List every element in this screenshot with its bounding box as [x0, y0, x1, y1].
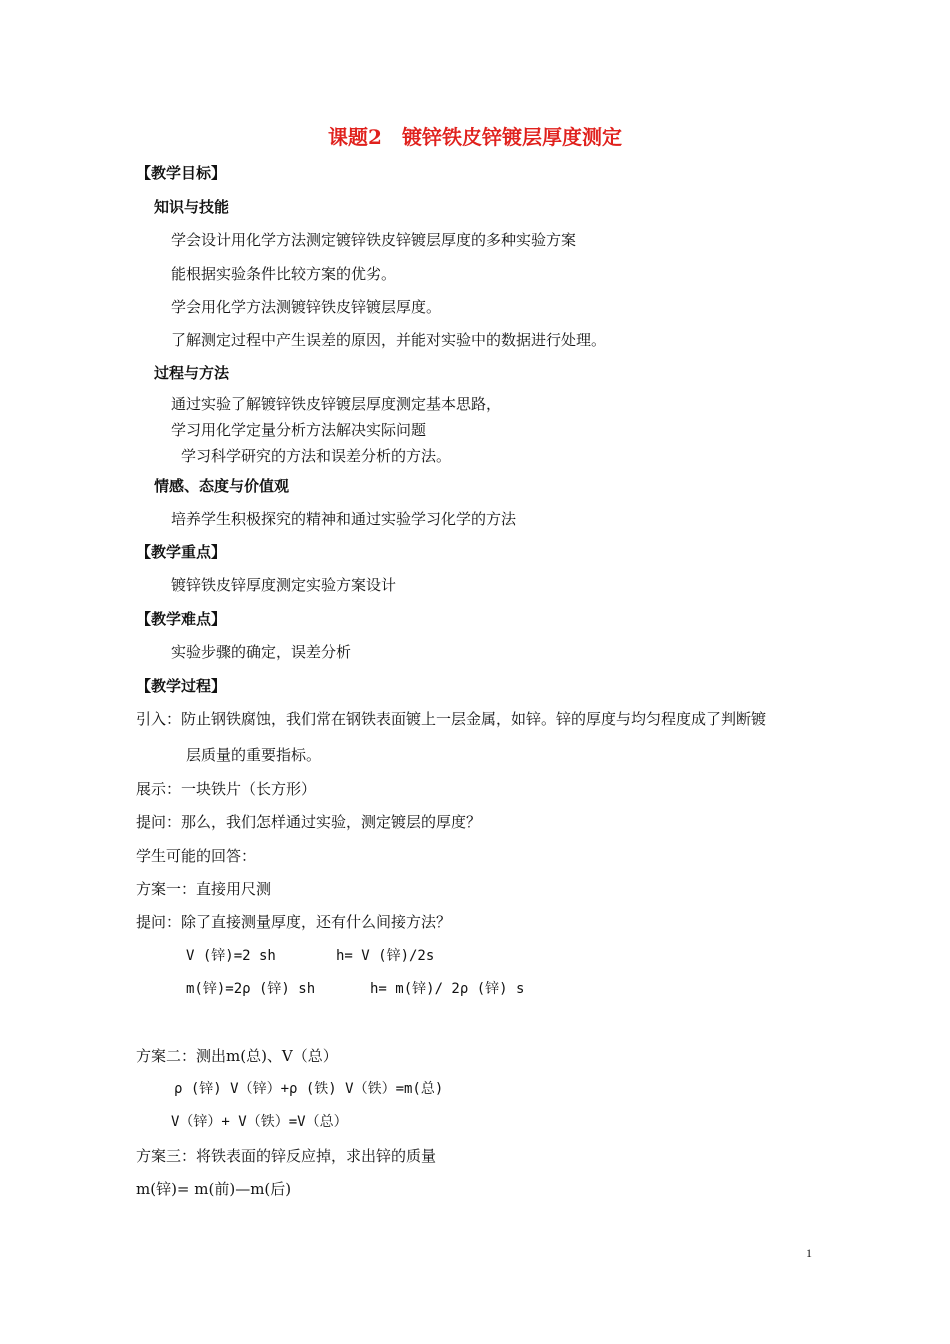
- knowledge-heading: 知识与技能: [154, 198, 230, 216]
- show-line: 展示：一块铁片（长方形）: [136, 780, 317, 798]
- formula: m(锌)=2ρ (锌) sh: [186, 981, 316, 997]
- intro-line: 引入：防止钢铁腐蚀，我们常在钢铁表面镀上一层金属，如锌。锌的厚度与均匀程度成了判断镀: [136, 710, 767, 728]
- plan-one: 方案一：直接用尺测: [136, 880, 272, 898]
- key-points-text: 镀锌铁皮锌厚度测定实验方案设计: [171, 576, 397, 594]
- knowledge-item: 了解测定过程中产生误差的原因，并能对实验中的数据进行处理。: [171, 331, 607, 349]
- procedure-heading: 【教学过程】: [136, 677, 227, 695]
- difficulties-heading: 【教学难点】: [136, 610, 227, 628]
- page-number: 1: [806, 1246, 812, 1260]
- formula: V（锌）+ V（铁）=V（总）: [171, 1114, 348, 1130]
- difficulties-text: 实验步骤的确定，误差分析: [171, 643, 352, 661]
- emotion-item: 培养学生积极探究的精神和通过实验学习化学的方法: [171, 510, 517, 528]
- question-line: 提问：那么，我们怎样通过实验，测定镀层的厚度？: [136, 813, 482, 831]
- plan-three: 方案三：将铁表面的锌反应掉，求出锌的质量: [136, 1147, 437, 1165]
- knowledge-item: 能根据实验条件比较方案的优劣。: [171, 265, 397, 283]
- process-item: 学习科学研究的方法和误差分析的方法。: [181, 447, 452, 465]
- process-item: 学习用化学定量分析方法解决实际问题: [171, 421, 427, 439]
- plan-two: 方案二：测出m(总)、V（总）: [136, 1047, 338, 1065]
- process-heading: 过程与方法: [154, 364, 230, 382]
- formula: V (锌)=2 sh: [186, 948, 276, 964]
- knowledge-item: 学会用化学方法测镀锌铁皮锌镀层厚度。: [171, 298, 442, 316]
- formula: m(锌)= m(前)—m(后): [136, 1180, 292, 1198]
- page-title: 课题2 镀锌铁皮锌镀层厚度测定: [328, 125, 622, 149]
- key-points-heading: 【教学重点】: [136, 543, 227, 561]
- formula: h= m(锌)/ 2ρ (锌) s: [370, 981, 525, 997]
- formula: h= V (锌)/2s: [336, 948, 435, 964]
- formula: ρ (锌) V（锌）+ρ (铁) V（铁）=m(总): [174, 1081, 444, 1097]
- question-line: 提问：除了直接测量厚度，还有什么间接方法？: [136, 913, 452, 931]
- objectives-heading: 【教学目标】: [136, 164, 227, 182]
- emotion-heading: 情感、态度与价值观: [154, 477, 290, 495]
- process-item: 通过实验了解镀锌铁皮锌镀层厚度测定基本思路，: [171, 395, 502, 413]
- intro-line-continued: 层质量的重要指标。: [186, 746, 322, 764]
- knowledge-item: 学会设计用化学方法测定镀锌铁皮锌镀层厚度的多种实验方案: [171, 231, 577, 249]
- answers-line: 学生可能的回答：: [136, 847, 257, 865]
